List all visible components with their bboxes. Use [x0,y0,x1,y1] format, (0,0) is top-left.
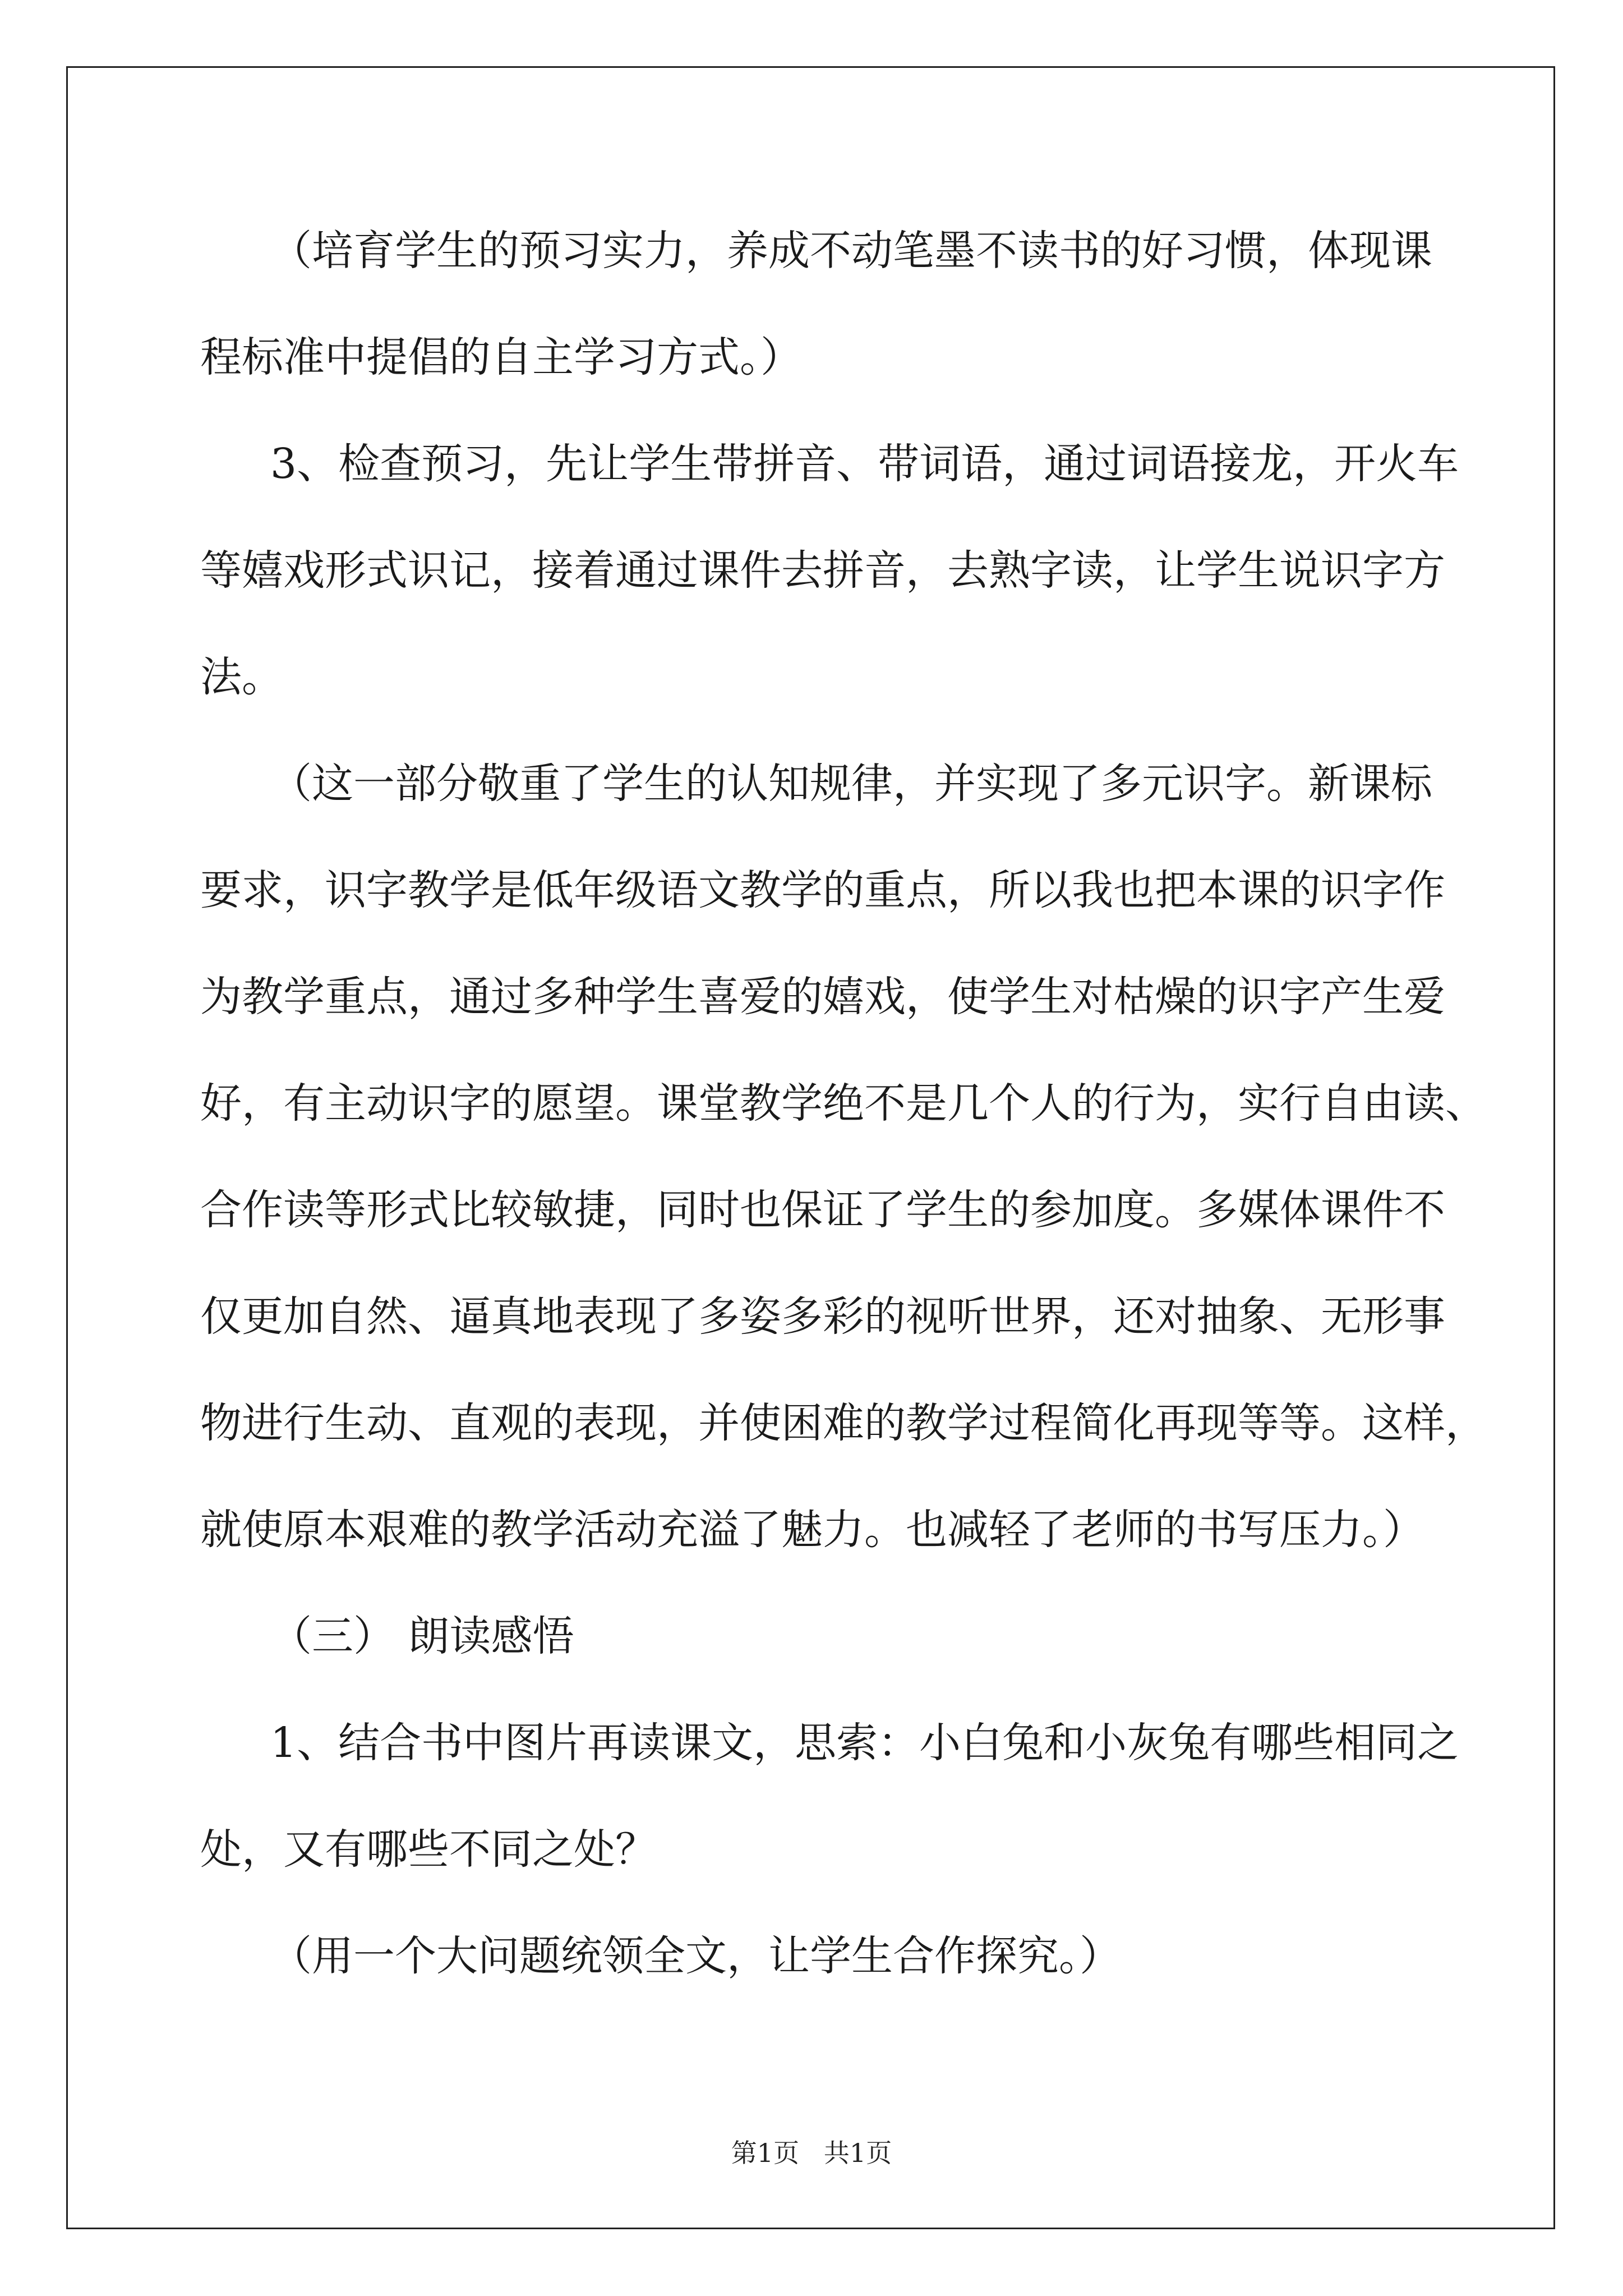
paragraph-line: 1、结合书中图片再读课文，思索：小白兔和小灰兔有哪些相同之 [270,1719,1459,1767]
paragraph-line: 就使原本艰难的教学活动充溢了魅力。也减轻了老师的书写压力。） [200,1506,1424,1554]
paragraph-line: 程标准中提倡的自主学习方式。） [200,333,802,381]
paragraph-line: （用一个大问题统领全文，让学生合作探究。） [270,1932,1121,1980]
document-body [200,209,1487,2021]
paragraph-line: 等嬉戏形式识记，接着通过课件去拼音，去熟字读，让学生说识字方 [200,546,1445,595]
paragraph-line: 法。 [200,653,283,701]
page-footer [0,2136,1623,2170]
paragraph-line: 处，又有哪些不同之处？ [200,1825,657,1874]
paragraph-line: 合作读等形式比较敏捷，同时也保证了学生的参加度。多媒体课件不 [200,1186,1445,1234]
page-number: 第1页 共1页 [731,2138,892,2168]
paragraph-line: （这一部分敬重了学生的认知规律，并实现了多元识字。新课标 [270,760,1432,808]
paragraph-line: 仅更加自然、逼真地表现了多姿多彩的视听世界，还对抽象、无形事 [200,1292,1445,1341]
paragraph-line: 要求，识字教学是低年级语文教学的重点，所以我也把本课的识字作 [200,866,1445,914]
paragraph-line: 好，有主动识字的愿望。课堂教学绝不是几个人的行为，实行自由读、 [200,1079,1487,1128]
section-heading: （三） 朗读感悟 [270,1612,574,1660]
paragraph-line: （培育学生的预习实力，养成不动笔墨不读书的好习惯，体现课 [270,227,1432,275]
paragraph-line: 3、检查预习，先让学生带拼音、带词语，通过词语接龙，开火车 [270,440,1459,488]
paragraph-line: 物进行生动、直观的表现，并使困难的教学过程简化再现等等。这样， [200,1399,1487,1447]
paragraph-line: 为教学重点，通过多种学生喜爱的嬉戏，使学生对枯燥的识字产生爱 [200,973,1445,1021]
